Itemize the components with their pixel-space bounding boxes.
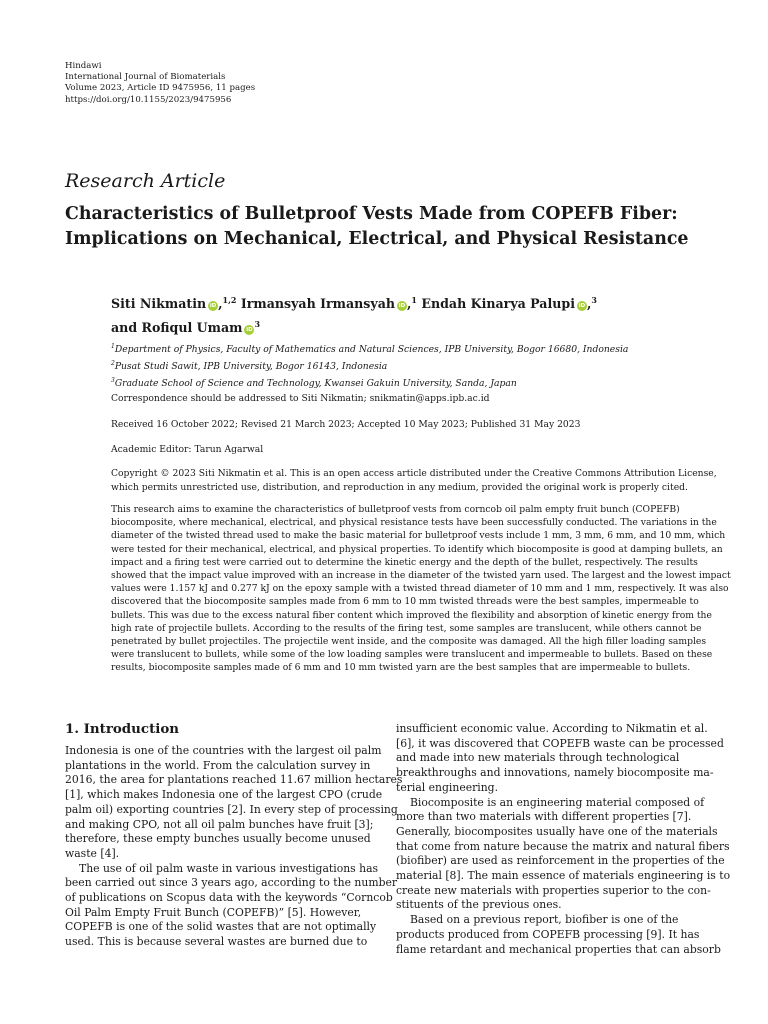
body-line: stituents of the previous ones. bbox=[396, 898, 562, 912]
orcid-icon[interactable]: iD bbox=[398, 303, 406, 310]
body-column-left bbox=[65, 744, 403, 950]
orcid-icon[interactable]: iD bbox=[578, 303, 586, 310]
body-line: Oil Palm Empty Fruit Bunch (COPEFB)” [5]. However, bbox=[65, 905, 362, 919]
section-heading: 1. Introduction bbox=[65, 721, 180, 737]
body-column-right bbox=[396, 722, 731, 957]
affiliation-text: Pusat Studi Sawit, IPB University, Bogor 16143, Indonesia bbox=[114, 361, 388, 373]
author-name[interactable]: Siti Nikmatin bbox=[111, 296, 207, 312]
affiliation-text: Graduate School of Science and Technology, Kwansei Gakuin University, Sanda, Japan bbox=[114, 378, 517, 390]
orcid-icon[interactable]: iD bbox=[209, 303, 217, 310]
title-line: Implications on Mechanical, Electrical, and Physical Resistance bbox=[65, 229, 689, 249]
body-line: products produced from COPEFB processing [9]. It has bbox=[396, 927, 700, 941]
author-line bbox=[111, 314, 731, 338]
abstract bbox=[111, 503, 731, 675]
abstract-line: were tested for their mechanical, electrical, and physical properties. To identify which biocomposite is good at damping bullets, an bbox=[111, 543, 723, 555]
title-line: Characteristics of Bulletproof Vests Made from COPEFB Fiber: bbox=[65, 204, 678, 224]
body-line: therefore, these empty bunches usually become unused bbox=[65, 832, 371, 846]
publication-dates: Received 16 October 2022; Revised 21 March 2023; Accepted 10 May 2023; Published 31 May 2023 bbox=[111, 419, 581, 430]
paper-title bbox=[65, 202, 725, 252]
author-affiliation-mark: 1 bbox=[411, 295, 417, 305]
affiliation-item bbox=[111, 340, 628, 357]
journal-name: International Journal of Biomaterials bbox=[65, 72, 226, 83]
academic-editor: Academic Editor: Tarun Agarwal bbox=[111, 444, 264, 455]
affiliation-text: Department of Physics, Faculty of Mathematics and Natural Sciences, IPB University, Bogor 16680, Indonesia bbox=[114, 344, 629, 356]
body-line: and made into new materials through technological bbox=[396, 751, 680, 765]
affiliations bbox=[111, 340, 628, 391]
body-line: plantations in the world. From the calculation survey in bbox=[65, 758, 371, 772]
body-line: Generally, biocomposites usually have one of the materials bbox=[396, 824, 718, 838]
author-affiliation-mark: 3 bbox=[254, 319, 261, 330]
copyright-line: which permits unrestricted use, distribution, and reproduction in any medium, provided the original work is properly cited. bbox=[111, 482, 688, 493]
body-line: waste [4]. bbox=[65, 846, 120, 860]
doi-link[interactable]: https://doi.org/10.1155/2023/9475956 bbox=[65, 94, 232, 105]
body-line: breakthroughs and innovations, namely biocomposite ma- bbox=[396, 766, 714, 780]
body-line: terial engineering. bbox=[396, 780, 499, 794]
body-line: palm oil) exporting countries [2]. In every step of processing bbox=[65, 802, 398, 816]
abstract-line: were translucent to bullets, while some of the low loading samples were translucent and impermeable to bullets. Based on these bbox=[111, 649, 713, 661]
affiliation-item bbox=[111, 374, 628, 391]
body-line: flame retardant and mechanical properties that can absorb bbox=[396, 942, 721, 956]
author-name[interactable]: Rofiqul Umam bbox=[141, 320, 243, 336]
abstract-line: impact and a firing test were carried out to determine the kinetic energy and the depth of the bullet, respectively. The results bbox=[111, 556, 698, 568]
body-line: [1], which makes Indonesia one of the largest CPO (crude bbox=[65, 788, 383, 802]
affiliation-number: 2 bbox=[111, 360, 115, 368]
author-line: Siti Nikmatin iD ,$^{1,2}$ Irmansyah Irmansyah iD ,$^1$ Endah Kinarya Palupi iD ,$^3$ bbox=[111, 295, 597, 312]
author-connector: and bbox=[111, 320, 138, 336]
abstract-line: showed that the impact value improved with an increase in the diameter of the twisted yarn used. The largest and the lowest impact bbox=[111, 570, 731, 582]
author-affiliation-mark: 1,2 bbox=[222, 295, 237, 305]
body-line: Indonesia is one of the countries with the largest oil palm bbox=[65, 744, 382, 757]
body-line: of publications on Scopus data with the keywords “Corncob bbox=[65, 891, 393, 905]
abstract-line: values were 1.157 kJ and 0.277 kJ on the epoxy sample with a twisted thread diameter of 10 mm and 1 mm, respectively. It was also bbox=[111, 583, 729, 595]
abstract-line: discovered that the biocomposite samples made from 6 mm to 10 mm twisted threads were the best samples, impermeable to bbox=[111, 596, 699, 608]
body-line: that come from nature because the matrix and natural fibers bbox=[396, 839, 730, 853]
body-line: insufficient economic value. According to Nikmatin et al. bbox=[396, 722, 708, 735]
abstract-line: bullets. This was due to the excess natural fiber content which improved the flexibility and absorption of kinetic energy from the bbox=[111, 609, 712, 621]
correspondence: Correspondence should be addressed to Siti Nikmatin; snikmatin@apps.ipb.ac.id bbox=[111, 393, 490, 404]
body-line: used. This is because several wastes are burned due to bbox=[65, 935, 368, 949]
body-line: 2016, the area for plantations reached 11.67 million hectares bbox=[65, 773, 403, 787]
abstract-line: penetrated by bullet projectiles. The projectile went inside, and the composite was damaged. All the high filler loading samples bbox=[111, 636, 707, 648]
body-line: COPEFB is one of the solid wastes that are not optimally bbox=[65, 920, 377, 934]
body-line: The use of oil palm waste in various investigations has bbox=[79, 861, 379, 875]
author-name[interactable]: Irmansyah Irmansyah bbox=[240, 296, 396, 312]
author-affiliation-mark: 3 bbox=[591, 295, 597, 305]
abstract-line: This research aims to examine the characteristics of bulletproof vests from corncob oil palm empty fruit bunch (COPEFB) bbox=[111, 504, 680, 515]
body-line: been carried out since 3 years ago, according to the number bbox=[65, 876, 398, 890]
publisher-name: Hindawi bbox=[65, 61, 102, 71]
body-line: create new materials with properties superior to the con- bbox=[396, 883, 711, 897]
body-line: Based on a previous report, biofiber is one of the bbox=[410, 913, 679, 927]
copyright-notice bbox=[111, 467, 717, 495]
body-line: material [8]. The main essence of materials engineering is to bbox=[396, 869, 731, 883]
article-type: Research Article bbox=[65, 170, 226, 192]
affiliation-number: 3 bbox=[111, 377, 115, 385]
body-line: (biofiber) are used as reinforcement in the properties of the bbox=[396, 854, 725, 868]
affiliation-number: 1 bbox=[111, 343, 115, 350]
volume-info: Volume 2023, Article ID 9475956, 11 pages bbox=[65, 83, 256, 94]
abstract-line: biocomposite, where mechanical, electrical, and physical resistance tests have been successfully conducted. The variations in the bbox=[111, 517, 717, 529]
body-line: and making CPO, not all oil palm bunches have fruit [3]; bbox=[65, 817, 374, 831]
copyright-line: Copyright © 2023 Siti Nikmatin et al. This is an open access article distributed under the Creative Commons Attribution License, bbox=[111, 468, 717, 479]
author-name[interactable]: Endah Kinarya Palupi bbox=[421, 296, 576, 312]
author-list bbox=[111, 290, 731, 338]
abstract-line: results, biocomposite samples made of 6 mm and 10 mm twisted yarn are the best samples that are impermeable to bullets. bbox=[111, 662, 691, 674]
abstract-line: high rate of projectile bullets. According to the results of the firing test, some samples are translucent, while others cannot be bbox=[111, 622, 702, 634]
body-line: [6], it was discovered that COPEFB waste can be processed bbox=[396, 736, 724, 750]
journal-header bbox=[65, 61, 255, 106]
affiliation-item bbox=[111, 357, 628, 374]
body-line: Biocomposite is an engineering material composed of bbox=[410, 795, 705, 809]
body-line: more than two materials with different properties [7]. bbox=[396, 810, 692, 824]
abstract-line: diameter of the twisted thread used to make the basic material for bulletproof vests include 1 mm, 3 mm, 6 mm, and 10 mm, which bbox=[111, 530, 726, 542]
orcid-icon[interactable]: iD bbox=[246, 327, 253, 334]
